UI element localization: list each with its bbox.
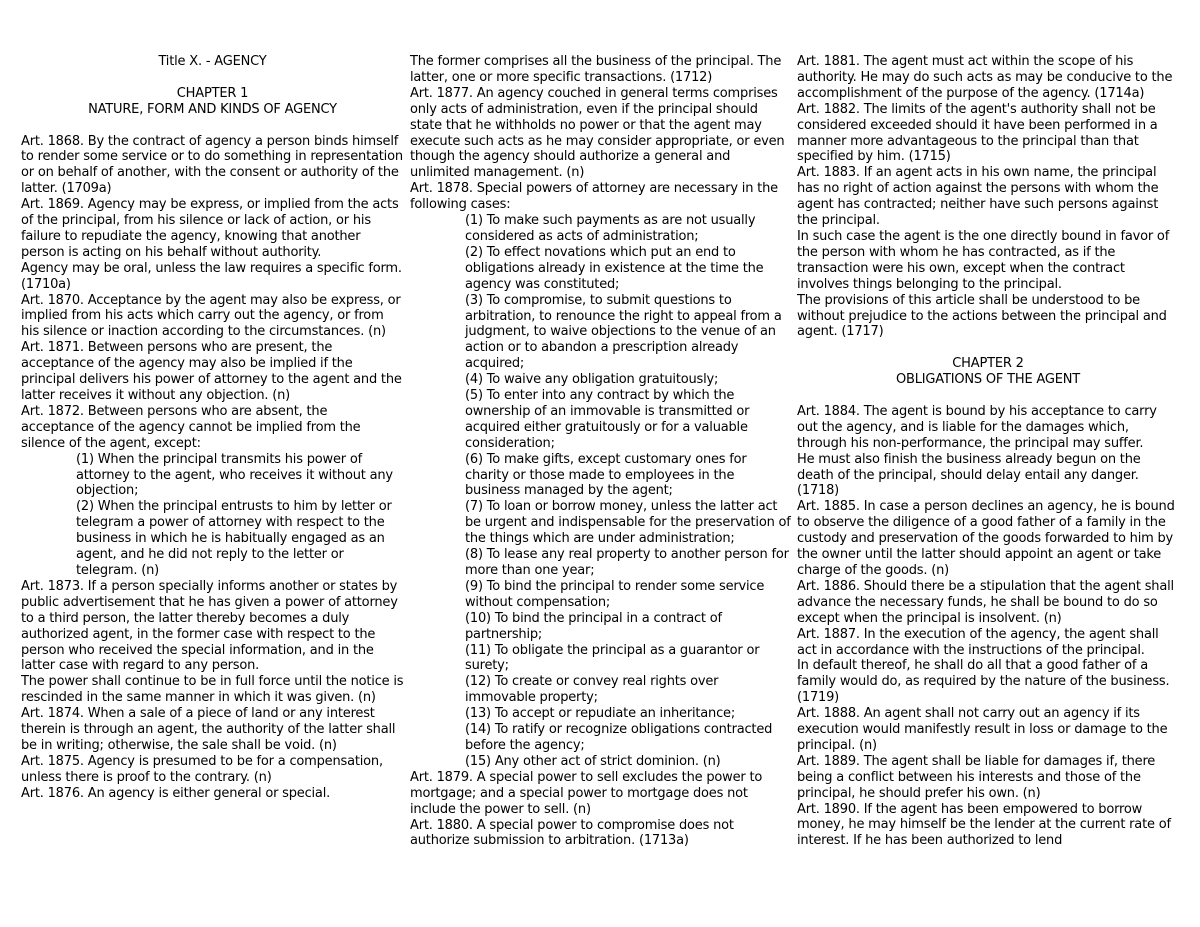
column-3 — [797, 54, 1179, 849]
list-item: (8) To lease any real property to another person for more than one year; — [465, 547, 789, 578]
list-item: (4) To waive any obligation gratuitously; — [465, 372, 719, 388]
article-1876: Art. 1876. An agency is either general or special. — [21, 785, 331, 801]
list-item: (10) To bind the principal in a contract of partnership; — [465, 610, 722, 642]
list-item: (9) To bind the principal to render some service without compensation; — [465, 578, 765, 610]
article-1869: Art. 1869. Agency may be express, or implied from the acts of the principal, from his silence or lack of action, or his failure to repudiate the agency, knowing that another person is acting on his behalf without authority. — [21, 197, 399, 260]
paragraph: In such case the agent is the one directly bound in favor of the person with whom he has contracted, as if the transaction were his own, except when the contract involves things belonging to the principal. — [797, 228, 1170, 292]
article-1871: Art. 1871. Between persons who are present, the acceptance of the agency may also be implied if the principal delivers his power of attorney to the agent and the latter receives it without any objection. (n) — [21, 340, 402, 403]
list-item: (1) To make such payments as are not usually considered as acts of administration; — [465, 213, 756, 244]
chapter-1-heading: CHAPTER 1 — [176, 85, 249, 101]
article-1885: Art. 1885. In case a person declines an agency, he is bound to observe the diligence of a good father of a family in the custody and preservation of the goods forwarded to him by the owner until the latter should appoint an agent or take charge of the goods. (n) — [797, 499, 1175, 578]
paragraph: The former comprises all the business of the principal. The latter, one or more specific transactions. (1712) — [410, 54, 782, 85]
article-1882: Art. 1882. The limits of the agent's authority shall not be considered exceeded should it have been performed in a manner more advantageous to the principal than that specified by him. (1715) — [797, 101, 1158, 165]
article-1873: Art. 1873. If a person specially informs another or states by public advertisement that he has given a power of attorney to a third person, the latter thereby becomes a duly authorized agent, in the former case with respect to the person who received the special information, and in the latter case with regard to any person. — [21, 578, 398, 674]
list-item: (12) To create or convey real rights over immovable property; — [465, 674, 719, 706]
article-1881: Art. 1881. The agent must act within the scope of his authority. He may do such acts as may be conducive to the accomplishment of the purpose of the agency. (1714a) — [797, 54, 1173, 101]
article-1884: Art. 1884. The agent is bound by his acceptance to carry out the agency, and is liable for the damages which, through his non-performance, the principal may suffer. — [797, 403, 1157, 451]
article-1890: Art. 1890. If the agent has been empowered to borrow money, he may himself be the lender at the current rate of interest. If he has been authorized to lend — [797, 801, 1171, 849]
chapter-2-heading: CHAPTER 2 — [952, 356, 1024, 372]
list-item: (11) To obligate the principal as a guarantor or surety; — [465, 642, 760, 674]
article-1875: Art. 1875. Agency is presumed to be for a compensation, unless there is proof to the contrary. (n) — [21, 753, 383, 785]
chapter-2-subtitle: OBLIGATIONS OF THE AGENT — [895, 372, 1081, 388]
paragraph: He must also finish the business already begun on the death of the principal, should delay entail any danger. (1718) — [797, 451, 1141, 499]
article-1878: Art. 1878. Special powers of attorney are necessary in the following cases: — [410, 181, 778, 213]
title-heading: Title X. - AGENCY — [158, 54, 267, 69]
article-1874: Art. 1874. When a sale of a piece of land or any interest therein is through an agent, the authority of the latter shall be in writing; otherwise, the sale shall be void. (n) — [21, 706, 396, 753]
paragraph: In default thereof, he shall do all that a good father of a family would do, as required by the nature of the business. (1719) — [797, 658, 1170, 706]
list-item: (1) When the principal transmits his power of attorney to the agent, who receives it without any objection; — [76, 451, 393, 499]
list-item: (2) When the principal entrusts to him by letter or telegram a power of attorney with respect to the business in which he is habitually engaged as an agent, and he did not reply to the letter or telegram. (n) — [76, 499, 392, 578]
article-1868: Art. 1868. By the contract of agency a person binds himself to render some service or to do something in representation or on behalf of another, with the consent or authority of the latter. (1709a) — [21, 133, 403, 197]
chapter-1-subtitle: NATURE, FORM AND KINDS OF AGENCY — [88, 101, 337, 117]
list-item: (15) Any other act of strict dominion. (n) — [465, 753, 721, 769]
list-item: (5) To enter into any contract by which the ownership of an immovable is transmitted or acquired either gratuitously or for a valuable consideration; — [465, 388, 750, 451]
article-1879: Art. 1879. A special power to sell excludes the power to mortgage; and a special power to mortgage does not include the power to sell. (n) — [410, 769, 763, 817]
paragraph: Agency may be oral, unless the law requires a specific form. (1710a) — [21, 260, 402, 292]
paragraph: The provisions of this article shall be understood to be without prejudice to the actions between the principal and agent. (1717) — [797, 292, 1167, 340]
column-1 — [21, 54, 404, 802]
list-item: (7) To loan or borrow money, unless the latter act be urgent and indispensable for the preservation of the things which are under administration; — [465, 499, 791, 547]
article-1886: Art. 1886. Should there be a stipulation that the agent shall advance the necessary funds, he shall be bound to do so except when the principal is insolvent. (n) — [797, 578, 1174, 626]
article-1883: Art. 1883. If an agent acts in his own name, the principal has no right of action against the persons with whom the agent has contracted; neither have such persons against the principal. — [797, 165, 1159, 229]
list-item: (6) To make gifts, except customary ones for charity or those made to employees in the business managed by the agent; — [465, 451, 747, 499]
list-item: (13) To accept or repudiate an inheritance; — [465, 706, 736, 722]
article-1870: Art. 1870. Acceptance by the agent may also be express, or implied from his acts which carry out the agency, or from his silence or inaction according to the circumstances. (n) — [21, 292, 401, 340]
list-item: (3) To compromise, to submit questions to arbitration, to renounce the right to appeal from a judgment, to waive objections to the venue of an action or to abandon a prescription already acquired; — [465, 292, 782, 372]
article-1880: Art. 1880. A special power to compromise does not authorize submission to arbitration. (1713a) — [410, 817, 734, 849]
article-1877: Art. 1877. An agency couched in general terms comprises only acts of administration, even if the principal should state that he withholds no power or that the agent may execute such acts as he may consider appropriate, or even though the agency should authorize a general and unlimited management. (n) — [410, 85, 785, 181]
column-2 — [410, 54, 792, 849]
list-item: (2) To effect novations which put an end to obligations already in existence at the time the agency was constituted; — [465, 244, 764, 292]
list-item: (14) To ratify or recognize obligations contracted before the agency; — [465, 722, 773, 753]
paragraph: The power shall continue to be in full force until the notice is rescinded in the same manner in which it was given. (n) — [21, 674, 404, 706]
article-1887: Art. 1887. In the execution of the agency, the agent shall act in accordance with the instructions of the principal. — [797, 626, 1159, 658]
article-1872: Art. 1872. Between persons who are absent, the acceptance of the agency cannot be implied from the silence of the agent, except: — [21, 403, 361, 451]
article-1888: Art. 1888. An agent shall not carry out an agency if its execution would manifestly result in loss or damage to the principal. (n) — [797, 706, 1168, 753]
article-1889: Art. 1889. The agent shall be liable for damages if, there being a conflict between his interests and those of the principal, he should prefer his own. (n) — [797, 753, 1156, 801]
